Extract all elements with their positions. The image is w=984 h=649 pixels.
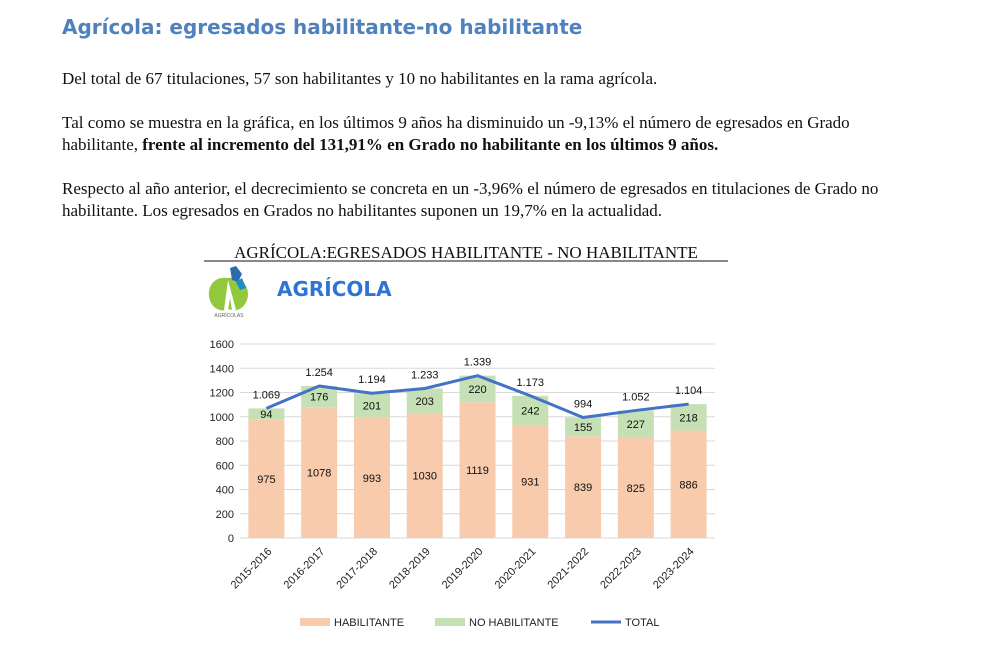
data-label-habilitante: 839 — [573, 482, 593, 495]
legend-label: HABILITANTE — [334, 617, 405, 629]
logo-small-text: AGRÍCOLAS — [214, 313, 244, 319]
data-label-total: 1.233 — [410, 369, 439, 382]
data-label-no-habilitante: 220 — [468, 383, 487, 396]
data-label-total: 994 — [573, 398, 593, 411]
data-label-total: 1.339 — [463, 356, 492, 369]
legend-swatch — [300, 618, 330, 626]
x-tick-label: 2022-2023 — [598, 545, 644, 592]
y-tick-label: 800 — [215, 436, 234, 448]
data-label-no-habilitante: 218 — [679, 412, 698, 425]
paragraph-evolucion — [62, 112, 892, 156]
data-label-total: 1.069 — [252, 389, 281, 402]
data-label-no-habilitante: 242 — [521, 405, 540, 418]
x-tick-label: 2021-2022 — [545, 545, 592, 592]
section-heading: Agrícola: egresados habilitante-no habilitante — [62, 15, 583, 39]
chart-title: AGRÍCOLA:EGRESADOS HABILITANTE - NO HABILITANTE — [234, 243, 698, 262]
stacked-bar-chart — [180, 238, 740, 638]
y-tick-label: 1200 — [209, 387, 234, 400]
data-label-habilitante: 931 — [521, 476, 540, 489]
paragraph-evolucion-bold: frente al incremento del 131,91% en Grado no habilitante en los últimos 9 años. — [142, 135, 719, 154]
x-tick-label: 2018-2019 — [387, 545, 433, 592]
y-tick-label: 400 — [215, 484, 234, 497]
x-tick-label: 2016-2017 — [281, 545, 328, 592]
data-label-no-habilitante: 176 — [309, 391, 329, 404]
legend-label: TOTAL — [625, 617, 660, 629]
data-label-total: 1.052 — [622, 391, 650, 404]
chart-plot-area — [210, 339, 715, 591]
data-label-total: 1.173 — [516, 376, 545, 389]
data-label-habilitante: 1119 — [466, 465, 489, 478]
x-tick-label: 2020-2021 — [492, 545, 539, 592]
data-label-no-habilitante: 203 — [415, 395, 434, 408]
data-label-total: 1.254 — [305, 366, 333, 379]
y-tick-label: 1000 — [209, 411, 234, 424]
legend-swatch — [435, 618, 465, 626]
data-label-no-habilitante: 201 — [362, 400, 382, 413]
apple-leaf-logo-icon — [209, 266, 248, 310]
y-tick-label: 1400 — [209, 363, 234, 376]
x-tick-label: 2019-2020 — [439, 545, 486, 592]
logo-brand-text: AGRÍCOLA — [277, 277, 392, 301]
data-label-habilitante: 993 — [362, 472, 382, 485]
data-label-habilitante: 1078 — [306, 467, 332, 480]
paragraph-evolucion-text: Tal como se muestra en la gráfica, en los últimos 9 años ha disminuido un -9,13% el número de egresados en Grado habilitante, — [62, 113, 850, 154]
data-label-habilitante: 886 — [679, 479, 698, 492]
paragraph-anio-anterior: Respecto al año anterior, el decrecimiento se concreta en un -3,96% el número de egresados en titulaciones de Grado no habilitante. Los egresados en Grados no habilitantes suponen un 19,7% en la actualidad. — [62, 179, 879, 220]
data-label-habilitante: 825 — [626, 482, 646, 495]
data-label-total: 1.104 — [674, 385, 703, 398]
y-tick-label: 600 — [215, 460, 234, 473]
paragraph-titulaciones: Del total de 67 titulaciones, 57 son habilitantes y 10 no habilitantes en la rama agrícola. — [62, 69, 658, 88]
y-tick-label: 0 — [227, 533, 234, 545]
data-label-no-habilitante: 227 — [626, 419, 646, 432]
x-tick-label: 2017-2018 — [334, 545, 381, 592]
x-tick-label: 2023-2024 — [651, 545, 697, 592]
y-tick-label: 200 — [215, 508, 234, 521]
data-label-no-habilitante: 94 — [260, 409, 273, 422]
chart-legend — [300, 617, 659, 629]
data-label-habilitante: 975 — [257, 473, 276, 486]
y-tick-label: 1600 — [209, 339, 234, 351]
data-label-total: 1.194 — [358, 374, 386, 387]
legend-label: NO HABILITANTE — [469, 617, 559, 629]
x-tick-label: 2015-2016 — [228, 545, 275, 592]
data-label-habilitante: 1030 — [412, 470, 437, 483]
data-label-no-habilitante: 155 — [573, 421, 593, 434]
